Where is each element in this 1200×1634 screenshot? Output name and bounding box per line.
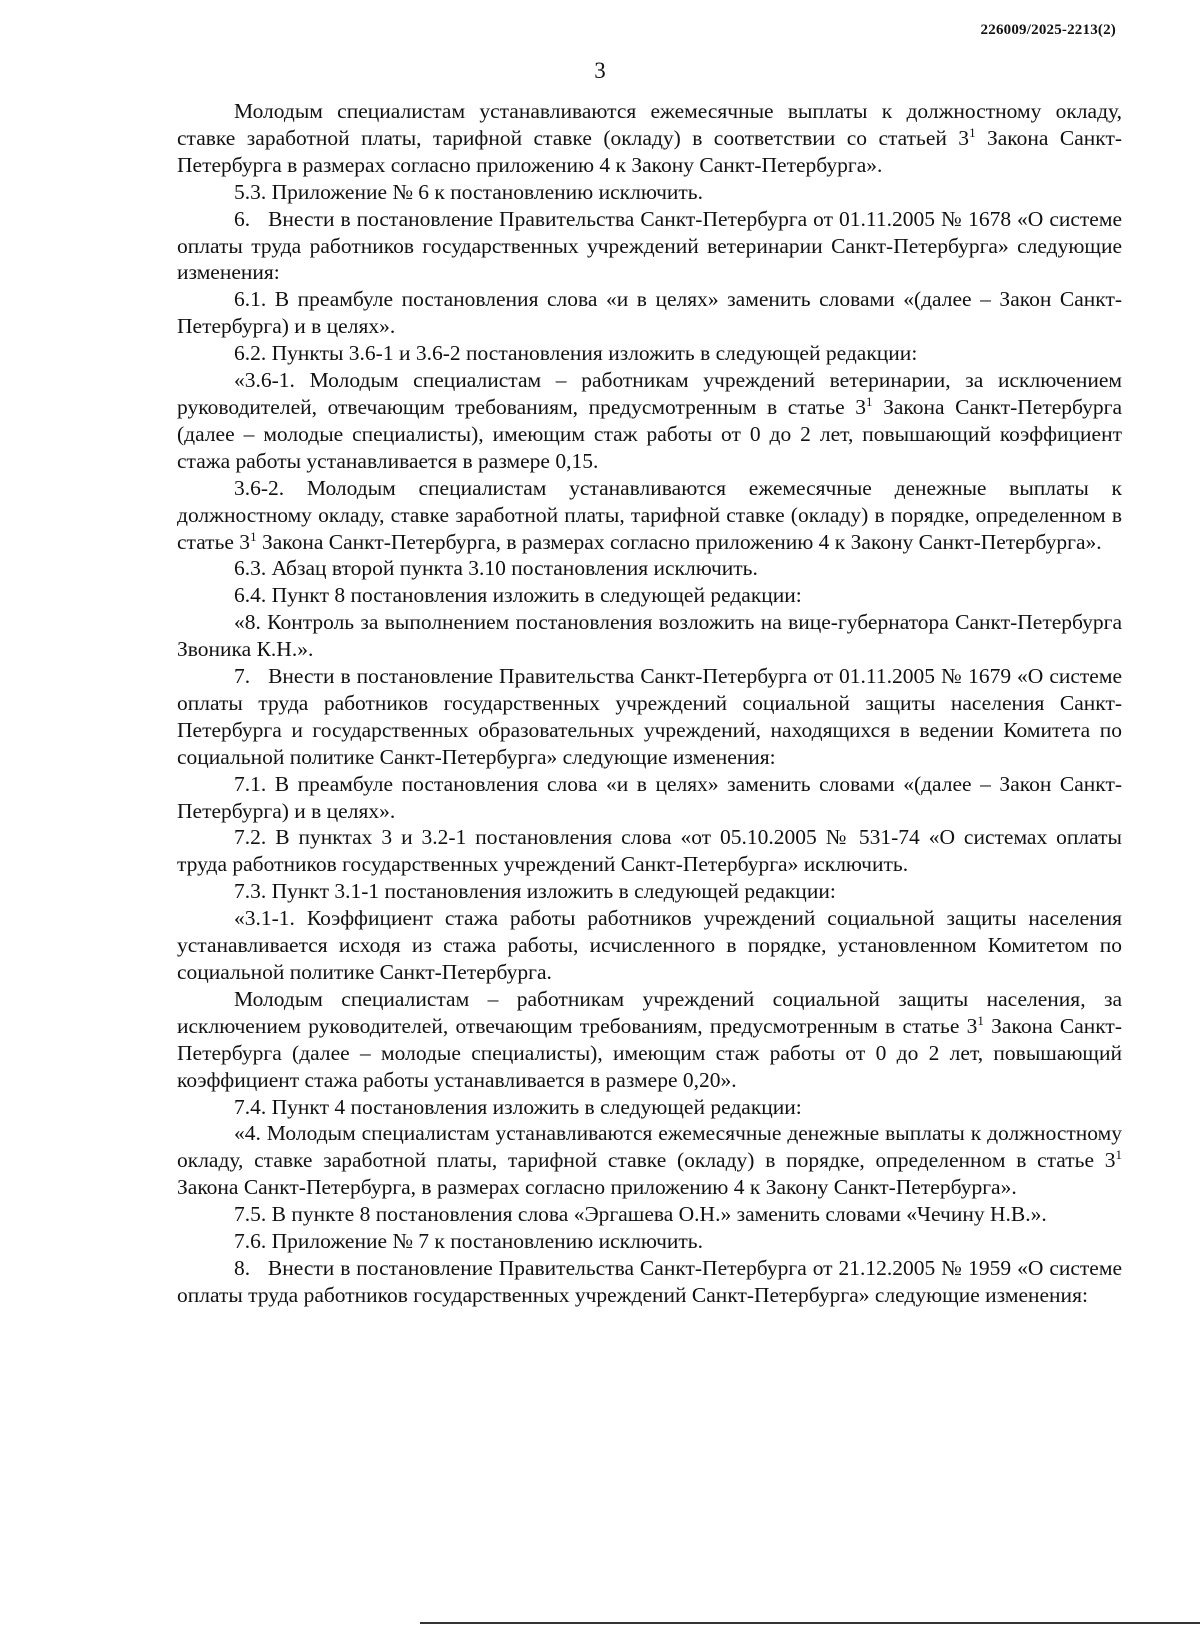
paragraph: «8. Контроль за выполнением постановления возложить на вице-губернатора Санкт-Петербурга Звоника К.Н.». bbox=[177, 610, 1122, 662]
paragraph: 6. Внести в постановление Правительства Санкт-Петербурга от 01.11.2005 № 1678 «О системе оплаты труда работников государственных учреждений ветеринарии Санкт-Петербурга» следующие изменения: bbox=[177, 206, 1128, 285]
document-registration-number: 226009/2025-2213(2) bbox=[980, 22, 1116, 38]
paragraph: 3.6-2. Молодым специалистам устанавливаются ежемесячные денежные выплаты к должностному окладу, ставке заработной платы, тарифной ставке (окладу) в порядке, определенном в статье $3^1$ Закона Санкт-Петербурга, в размерах согласно приложению 4 к Закону Санкт-Петербурга». bbox=[177, 475, 1122, 554]
paragraph: 7.4. Пункт 4 постановления изложить в следующей редакции: bbox=[234, 1094, 802, 1119]
paragraph: 7.3. Пункт 3.1-1 постановления изложить в следующей редакции: bbox=[234, 879, 836, 904]
paragraph: «3.6-1. Молодым специалистам – работникам учреждений ветеринарии, за исключением руководителей, отвечающим требованиям, предусмотренным в статье $3^1$ Закона Санкт-Петербурга (далее – молодые специалисты), имеющим стаж работы от 0 до 2 лет, повышающий коэффициент стажа работы устанавливается в размере 0,15. bbox=[177, 368, 1122, 473]
paragraph: 7.6. Приложение № 7 к постановлению исключить. bbox=[234, 1229, 703, 1254]
paragraph: 5.3. Приложение № 6 к постановлению исключить. bbox=[234, 179, 703, 204]
paragraph: «3.1-1. Коэффициент стажа работы работников учреждений социальной защиты населения устанавливается исходя из стажа работы, исчисленного в порядке, установленном Комитетом по социальной политике Санкт-Петербурга. bbox=[177, 906, 1122, 984]
paragraph: Молодым специалистам – работникам учреждений социальной защиты населения, за исключением руководителей, отвечающим требованиям, предусмотренным в статье $3^1$ Закона Санкт-Петербурга (далее – молодые специалисты), имеющим стаж работы от 0 до 2 лет, повышающий коэффициент стажа работы устанавливается в размере 0,20». bbox=[177, 986, 1122, 1092]
paragraph: 7.5. В пункте 8 постановления слова «Эргашева О.Н.» заменить словами «Чечину Н.В.». bbox=[234, 1202, 1047, 1227]
paragraph: Молодым специалистам устанавливаются ежемесячные выплаты к должностному окладу, ставке заработной платы, тарифной ставке (окладу) в соответствии со статьей $3^1$ Закона Санкт-Петербурга в размерах согласно приложению 4 к Закону Санкт-Петербурга». bbox=[177, 99, 1122, 177]
paragraph: 6.4. Пункт 8 постановления изложить в следующей редакции: bbox=[234, 583, 802, 608]
paragraph: 8. Внести в постановление Правительства Санкт-Петербурга от 21.12.2005 № 1959 «О системе оплаты труда работников государственных учреждений Санкт-Петербурга» следующие изменения: bbox=[177, 1255, 1128, 1307]
paragraph: 6.3. Абзац второй пункта 3.10 постановления исключить. bbox=[234, 556, 758, 581]
paragraph: 7.1. В преамбуле постановления слова «и в целях» заменить словами «(далее – Закон Санкт-Петербурга) и в целях». bbox=[177, 771, 1122, 823]
paragraph: 6.2. Пункты 3.6-1 и 3.6-2 постановления изложить в следующей редакции: bbox=[234, 341, 918, 366]
paragraph: 6.1. В преамбуле постановления слова «и в целях» заменить словами «(далее – Закон Санкт-Петербурга) и в целях». bbox=[177, 287, 1122, 339]
page-bottom-divider bbox=[420, 1622, 1200, 1624]
document-body bbox=[177, 98, 1128, 1309]
paragraph: 7. Внести в постановление Правительства Санкт-Петербурга от 01.11.2005 № 1679 «О системе оплаты труда работников государственных учреждений социальной защиты населения Санкт-Петербурга и государственных образовательных учреждений, находящихся в ведении Комитета по социальной политике Санкт-Петербурга» следующие изменения: bbox=[177, 664, 1128, 769]
paragraph: 7.2. В пунктах 3 и 3.2-1 постановления слова «от 05.10.2005 № 531-74 «О системах оплаты труда работников государственных учреждений Санкт-Петербурга» исключить. bbox=[177, 825, 1122, 877]
page-number: 3 bbox=[594, 58, 606, 83]
paragraph: «4. Молодым специалистам устанавливаются ежемесячные денежные выплаты к должностному окладу, ставке заработной платы, тарифной ставке (окладу) в порядке, определенном в статье $3^1$ Закона Санкт-Петербурга, в размерах согласно приложению 4 к Закону Санкт-Петербурга». bbox=[177, 1121, 1122, 1200]
